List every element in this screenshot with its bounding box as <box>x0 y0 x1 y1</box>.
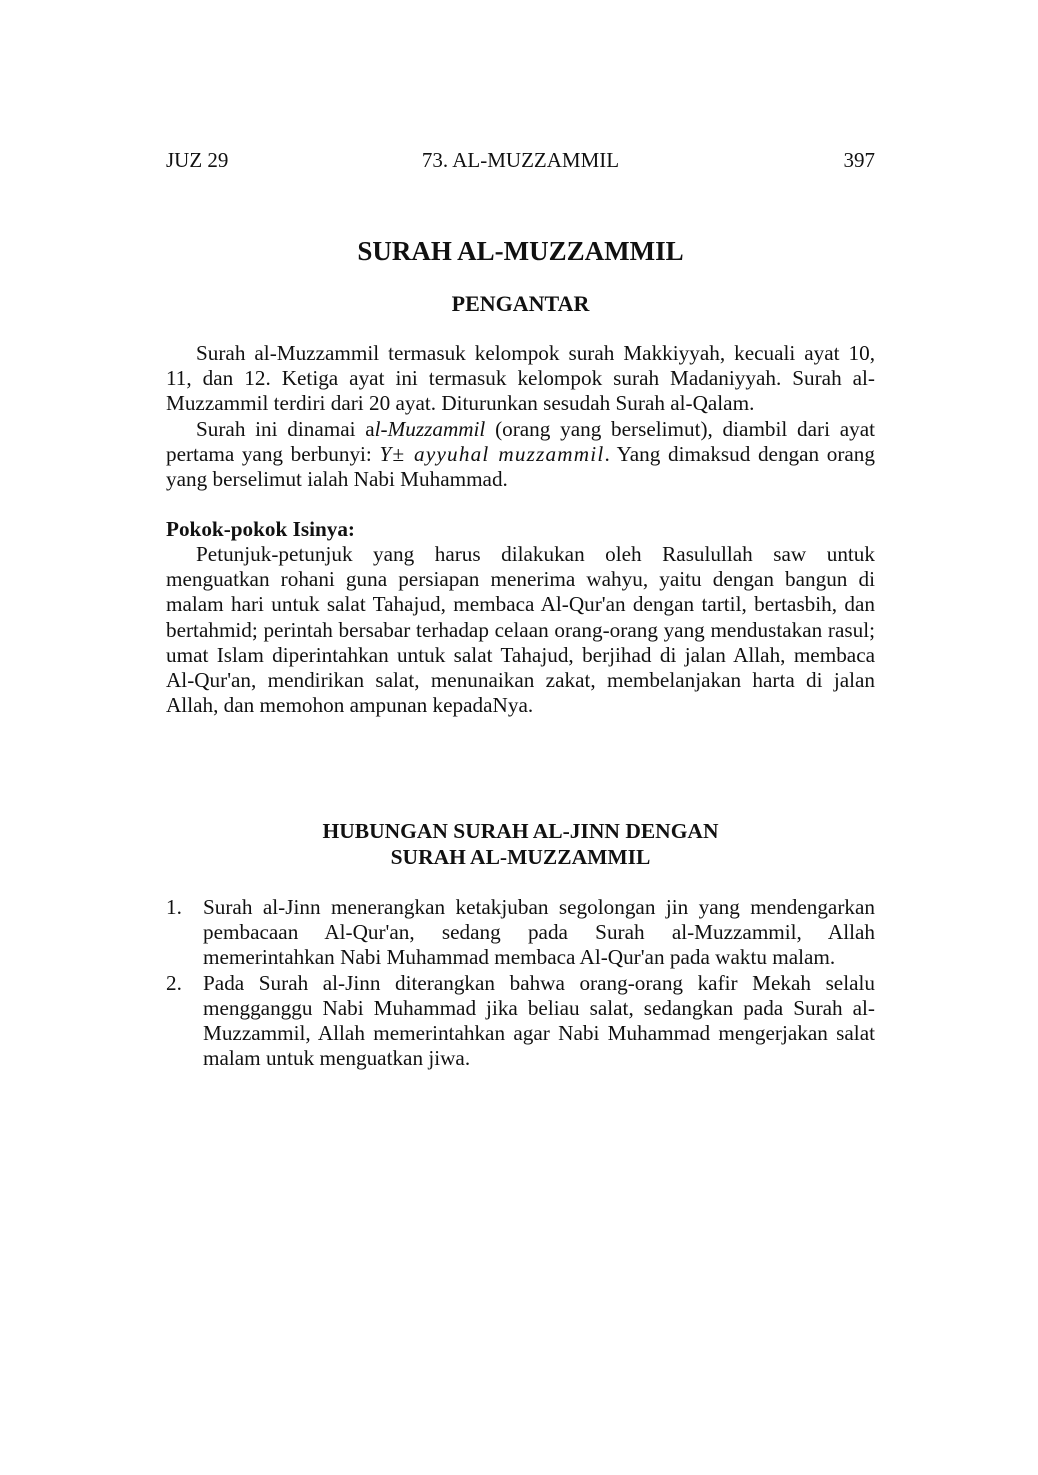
list-item-text: Pada Surah al-Jinn diterangkan bahwa orang-orang kafir Mekah selalu mengganggu Nabi Muhammad jika beliau salat, sedangkan pada Surah al-Muzzammil, Allah memerintahkan agar Nabi Muhammad mengerjakan salat malam untuk menguatkan jiwa. <box>203 970 875 1071</box>
running-header <box>166 146 875 174</box>
intro-paragraph-2-text: . Yang dimaksud dengan orang yang berselimut ialah Nabi Muhammad. <box>166 442 875 492</box>
list-item-text: Surah al-Jinn menerangkan ketakjuban segolongan jin yang mendengarkan pembacaan Al-Qur'an, sedang pada Surah al-Muzzammil, Allah memerintahkan Nabi Muhammad membaca Al-Qur'an pada waktu malam. <box>203 895 875 970</box>
intro-paragraph-2 <box>166 417 875 493</box>
list-item <box>166 895 875 971</box>
relation-heading-line-2: SURAH AL-MUZZAMMIL <box>390 845 651 869</box>
surah-title: SURAH AL-MUZZAMMIL <box>357 236 684 266</box>
intro-paragraph-1: Surah al-Muzzammil termasuk kelompok surah Makkiyyah, kecuali ayat 10, 11, dan 12. Ketiga ayat ini termasuk kelompok surah Madaniyyah. Surah al-Muzzammil terdiri dari 20 ayat. Diturunkan sesudah Surah al-Qalam. <box>166 341 875 416</box>
relation-list <box>166 895 875 1071</box>
list-item-number: 1. <box>166 895 182 919</box>
verse-transliteration: Y± ayyuhal muzzammil <box>379 442 605 467</box>
juz-label: JUZ 29 <box>166 148 229 172</box>
surah-name-italic: l-Muzzammil <box>374 417 486 441</box>
surah-running-title: 73. AL-MUZZAMMIL <box>421 148 620 172</box>
list-item <box>166 971 875 1072</box>
intro-paragraph-2-text: Surah ini dinamai a <box>196 417 375 441</box>
main-points-text: Petunjuk-petunjuk yang harus dilakukan oleh Rasulullah saw untuk menguatkan rohani guna persiapan menerima wahyu, yaitu dengan bangun di malam hari untuk salat Tahajud, membaca Al-Qur'an dengan tartil, bertasbih, dan bertahmid; perintah bersabar terhadap celaan orang-orang yang mendustakan rasul; umat Islam diperintahkan untuk salat Tahajud, berjihad di jalan Allah, membaca Al-Qur'an, mendirikan salat, menunaikan zakat, membelanjakan harta di jalan Allah, dan memohon ampunan kepadaNya. <box>166 542 875 718</box>
list-item-number: 2. <box>166 970 182 995</box>
intro-heading: PENGANTAR <box>451 291 590 316</box>
main-points-label: Pokok-pokok Isinya: <box>166 517 355 541</box>
intro-paragraph-2-text: (orang yang berselimut), diambil dari ayat pertama yang berbunyi: <box>166 417 875 467</box>
relation-heading <box>166 818 875 870</box>
page-number: 397 <box>843 148 875 172</box>
relation-heading-line-1: HUBUNGAN SURAH AL-JINN DENGAN <box>322 819 719 843</box>
